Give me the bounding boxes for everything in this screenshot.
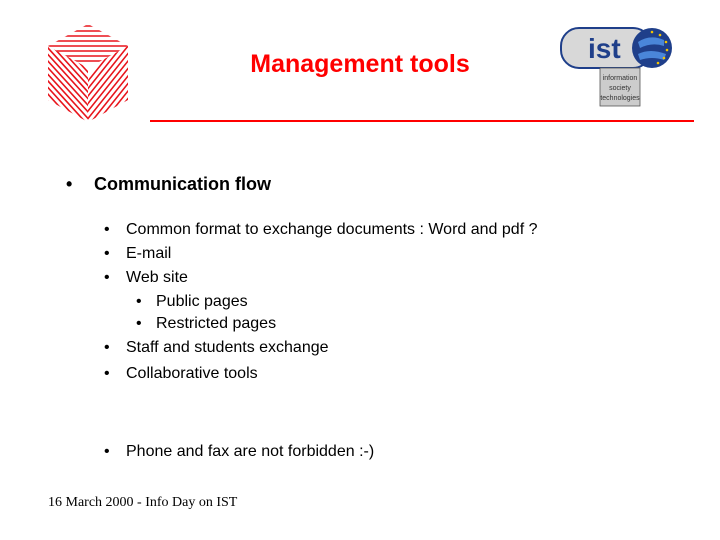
logo-tagline-line-1: information xyxy=(602,75,638,82)
svg-text:ist: ist xyxy=(588,33,621,64)
bullet-mark: • xyxy=(104,339,110,356)
bullet-mark: • xyxy=(104,443,110,460)
list-item xyxy=(104,220,537,240)
main-bullet xyxy=(66,174,271,194)
bullet-mark: • xyxy=(66,174,73,194)
list-item xyxy=(104,244,171,264)
sub-list-item-text: Public pages xyxy=(156,293,248,310)
ist-logo xyxy=(560,24,674,108)
list-item xyxy=(104,442,374,462)
list-item xyxy=(104,268,188,288)
list-item-text: Common format to exchange documents : Word and pdf ? xyxy=(126,221,538,238)
slide-title: Management tools xyxy=(250,50,470,78)
logo-tagline-line-2: society xyxy=(609,85,631,92)
list-item-text: Phone and fax are not forbidden :-) xyxy=(126,443,375,460)
list-item-text: E-mail xyxy=(126,245,172,262)
bullet-mark: • xyxy=(136,293,142,310)
title-divider xyxy=(150,120,694,122)
sub-list-item-text: Restricted pages xyxy=(156,315,277,332)
sub-list-item xyxy=(136,314,276,334)
list-item xyxy=(104,338,329,358)
bullet-mark: • xyxy=(136,315,142,332)
slide-footer: 16 March 2000 - Info Day on IST xyxy=(48,495,238,510)
sub-list-item xyxy=(136,292,248,312)
list-item xyxy=(104,364,258,384)
main-bullet-text: Communication flow xyxy=(94,174,271,194)
bullet-mark: • xyxy=(104,269,110,286)
list-item-text: Staff and students exchange xyxy=(126,339,329,356)
list-item-text: Collaborative tools xyxy=(126,365,258,382)
bullet-mark: • xyxy=(104,365,110,382)
logo-tagline-line-3: technologies xyxy=(600,95,640,102)
bullet-mark: • xyxy=(104,221,110,238)
bullet-mark: • xyxy=(104,245,110,262)
list-item-text: Web site xyxy=(126,269,188,286)
